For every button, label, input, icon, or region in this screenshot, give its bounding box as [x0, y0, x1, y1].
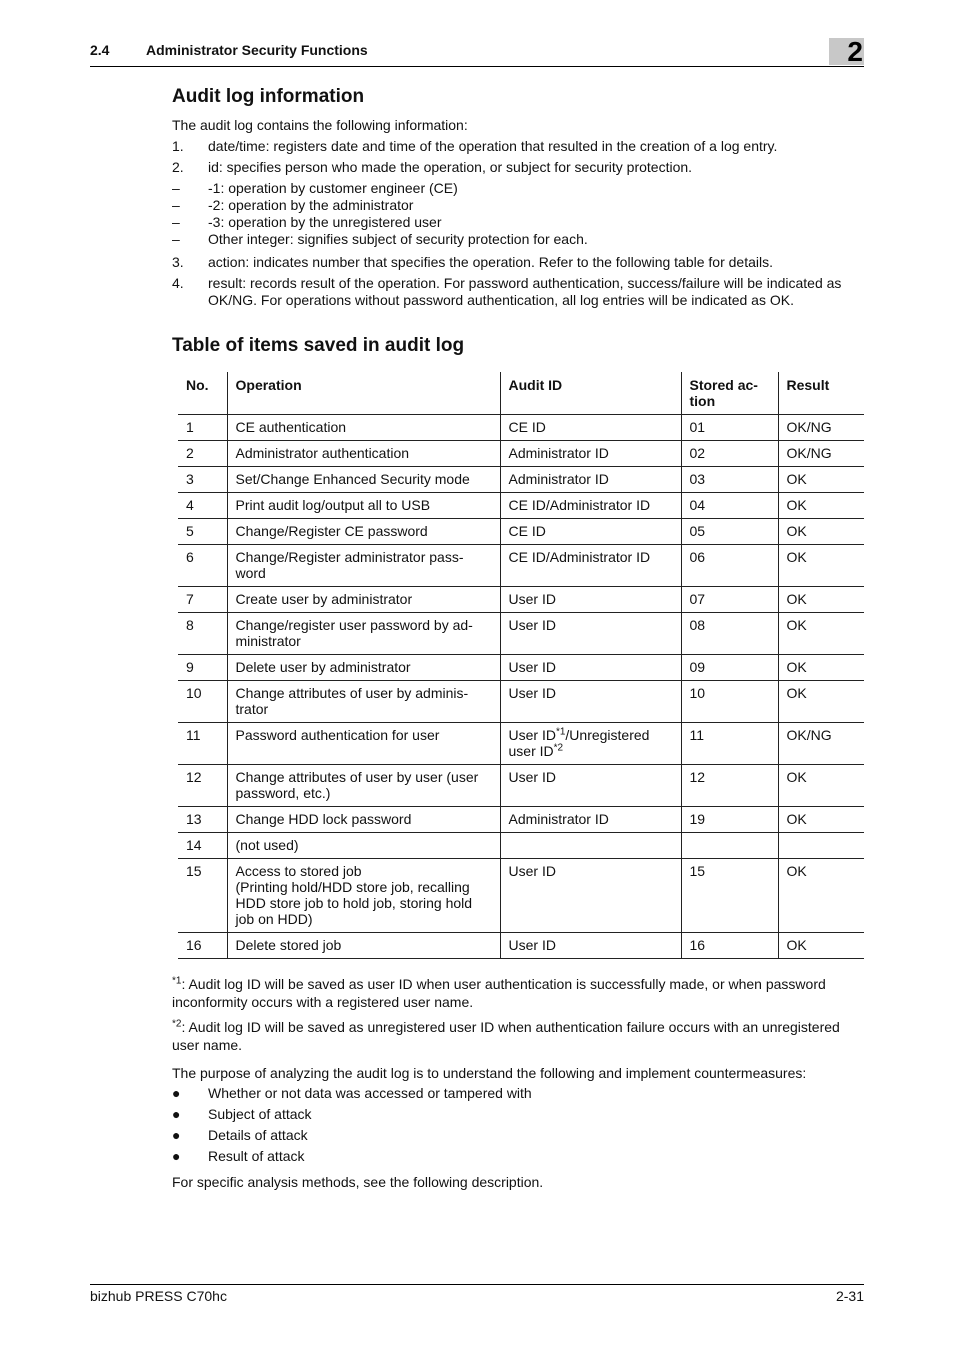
- list-item: 3. action: indicates number that specifies the operation. Refer to the following table for details.: [172, 254, 773, 270]
- action-cell: 01: [681, 415, 778, 441]
- operation-cell: Set/Change Enhanced Security mode: [227, 467, 500, 493]
- row-number: 8: [178, 613, 227, 655]
- action-cell: 03: [681, 467, 778, 493]
- list-item: ● Result of attack: [172, 1148, 305, 1164]
- row-number: 1: [178, 415, 227, 441]
- result-cell: OK: [778, 545, 864, 587]
- audit-id-cell: CE ID: [500, 415, 681, 441]
- chapter-number: 2: [847, 36, 863, 67]
- product-name: bizhub PRESS C70hc: [90, 1288, 227, 1304]
- footnote-2: $^{*2}$: Audit log ID will be saved as unregistered user ID when authentication failure occurs with an unregistered user name.: [172, 1018, 840, 1053]
- result-cell: OK: [778, 613, 864, 655]
- operation-cell: Create user by administrator: [227, 587, 500, 613]
- audit-id-cell: User ID$^{*1}$/Unregistered user ID$^{*2}$: [500, 723, 681, 765]
- row-number: 15: [178, 859, 227, 933]
- table-row: [178, 933, 864, 959]
- action-cell: 08: [681, 613, 778, 655]
- audit-id-cell: User ID: [500, 859, 681, 933]
- list-item: 4. result: records result of the operation. For password authentication, success/failure will be indicated as OK/NG. For operations without password authentication, all log entries will be indicated as OK.: [172, 275, 842, 308]
- operation-cell: CE authentication: [227, 415, 500, 441]
- action-cell: 05: [681, 519, 778, 545]
- operation-cell: Administrator authentication: [227, 441, 500, 467]
- id-values-list: [172, 180, 864, 248]
- result-cell: OK: [778, 681, 864, 723]
- audit-id-cell: User ID: [500, 933, 681, 959]
- table-row: [178, 441, 864, 467]
- column-header: Operation: [227, 372, 500, 415]
- table-row: [178, 859, 864, 933]
- list-item: – -3: operation by the unregistered user: [172, 214, 442, 230]
- operation-cell: Delete user by administrator: [227, 655, 500, 681]
- row-number: 7: [178, 587, 227, 613]
- operation-cell: Access to stored job (Printing hold/HDD store job, recalling HDD store job to hold job, storing hold job on HDD): [227, 859, 500, 933]
- result-cell: OK: [778, 933, 864, 959]
- audit-fields-list: [172, 138, 864, 180]
- audit-id-cell: CE ID: [500, 519, 681, 545]
- result-cell: [778, 833, 864, 859]
- list-item: ● Details of attack: [172, 1127, 308, 1143]
- operation-cell: Change/Register CE password: [227, 519, 500, 545]
- result-cell: OK/NG: [778, 723, 864, 765]
- result-cell: OK: [778, 493, 864, 519]
- result-cell: OK: [778, 765, 864, 807]
- operation-cell: Password authentication for user: [227, 723, 500, 765]
- table-row: [178, 415, 864, 441]
- action-cell: 07: [681, 587, 778, 613]
- row-number: 5: [178, 519, 227, 545]
- audit-id-cell: User ID: [500, 681, 681, 723]
- list-item: – Other integer: signifies subject of security protection for each.: [172, 231, 588, 247]
- column-header: Stored ac- tion: [681, 372, 778, 415]
- list-item: – -1: operation by customer engineer (CE): [172, 180, 458, 196]
- list-item: ● Subject of attack: [172, 1106, 312, 1122]
- footnote-1: $^{*1}$: Audit log ID will be saved as user ID when user authentication is successfully made, or when password inconformity occurs with a registered user name.: [172, 975, 826, 1010]
- action-cell: 11: [681, 723, 778, 765]
- purpose-intro: The purpose of analyzing the audit log is to understand the following and implement countermeasures:: [172, 1065, 807, 1081]
- table-row: [178, 467, 864, 493]
- result-cell: OK: [778, 519, 864, 545]
- table-row: [178, 519, 864, 545]
- table-header-row: [178, 372, 864, 415]
- list-item: 1. date/time: registers date and time of the operation that resulted in the creation of a log entry.: [172, 138, 778, 154]
- table-row: [178, 681, 864, 723]
- row-number: 13: [178, 807, 227, 833]
- list-item: 2. id: specifies person who made the operation, or subject for security protection.: [172, 159, 693, 175]
- result-cell: OK: [778, 587, 864, 613]
- table-heading: Table of items saved in audit log: [172, 335, 465, 356]
- audit-id-cell: User ID: [500, 587, 681, 613]
- audit-fields-list-continued: [172, 254, 864, 309]
- table-row: [178, 545, 864, 587]
- page-header: [90, 40, 864, 67]
- purpose-bullets: [172, 1085, 532, 1169]
- audit-id-cell: Administrator ID: [500, 807, 681, 833]
- row-number: 16: [178, 933, 227, 959]
- list-item: – -2: operation by the administrator: [172, 197, 414, 213]
- operation-cell: Delete stored job: [227, 933, 500, 959]
- row-number: 9: [178, 655, 227, 681]
- action-cell: 12: [681, 765, 778, 807]
- page-number: 2-31: [835, 1288, 864, 1304]
- action-cell: 09: [681, 655, 778, 681]
- audit-log-table: [178, 372, 864, 959]
- row-number: 10: [178, 681, 227, 723]
- action-cell: 02: [681, 441, 778, 467]
- row-number: 14: [178, 833, 227, 859]
- table-row: [178, 613, 864, 655]
- action-cell: 10: [681, 681, 778, 723]
- operation-cell: Change/Register administrator pass- word: [227, 545, 500, 587]
- table-row: [178, 655, 864, 681]
- row-number: 6: [178, 545, 227, 587]
- operation-cell: Change HDD lock password: [227, 807, 500, 833]
- result-cell: OK/NG: [778, 441, 864, 467]
- page-footer: [90, 1284, 864, 1304]
- section-title: Administrator Security Functions: [146, 42, 368, 58]
- audit-id-cell: Administrator ID: [500, 441, 681, 467]
- result-cell: OK: [778, 859, 864, 933]
- audit-id-cell: Administrator ID: [500, 467, 681, 493]
- action-cell: 04: [681, 493, 778, 519]
- audit-id-cell: User ID: [500, 655, 681, 681]
- action-cell: [681, 833, 778, 859]
- action-cell: 19: [681, 807, 778, 833]
- operation-cell: (not used): [227, 833, 500, 859]
- column-header: Result: [778, 372, 864, 415]
- closing-text: For specific analysis methods, see the following description.: [172, 1174, 544, 1190]
- table-row: [178, 493, 864, 519]
- row-number: 4: [178, 493, 227, 519]
- row-number: 12: [178, 765, 227, 807]
- audit-id-cell: [500, 833, 681, 859]
- operation-cell: Print audit log/output all to USB: [227, 493, 500, 519]
- result-cell: OK: [778, 467, 864, 493]
- audit-info-intro: The audit log contains the following information:: [172, 117, 468, 133]
- audit-id-cell: User ID: [500, 613, 681, 655]
- action-cell: 15: [681, 859, 778, 933]
- list-item: ● Whether or not data was accessed or tampered with: [172, 1085, 532, 1101]
- table-row: [178, 765, 864, 807]
- chapter-badge: [829, 38, 864, 65]
- table-row: [178, 587, 864, 613]
- table-row: [178, 723, 864, 765]
- result-cell: OK/NG: [778, 415, 864, 441]
- action-cell: 06: [681, 545, 778, 587]
- table-row: [178, 807, 864, 833]
- operation-cell: Change attributes of user by adminis- trator: [227, 681, 500, 723]
- row-number: 3: [178, 467, 227, 493]
- section-number: 2.4: [90, 42, 110, 58]
- operation-cell: Change/register user password by ad- ministrator: [227, 613, 500, 655]
- audit-id-cell: CE ID/Administrator ID: [500, 545, 681, 587]
- result-cell: OK: [778, 655, 864, 681]
- column-header: No.: [178, 372, 227, 415]
- result-cell: OK: [778, 807, 864, 833]
- audit-id-cell: CE ID/Administrator ID: [500, 493, 681, 519]
- row-number: 2: [178, 441, 227, 467]
- column-header: Audit ID: [500, 372, 681, 415]
- audit-id-cell: User ID: [500, 765, 681, 807]
- operation-cell: Change attributes of user by user (user password, etc.): [227, 765, 500, 807]
- table-row: [178, 833, 864, 859]
- row-number: 11: [178, 723, 227, 765]
- audit-info-heading: Audit log information: [172, 86, 365, 107]
- action-cell: 16: [681, 933, 778, 959]
